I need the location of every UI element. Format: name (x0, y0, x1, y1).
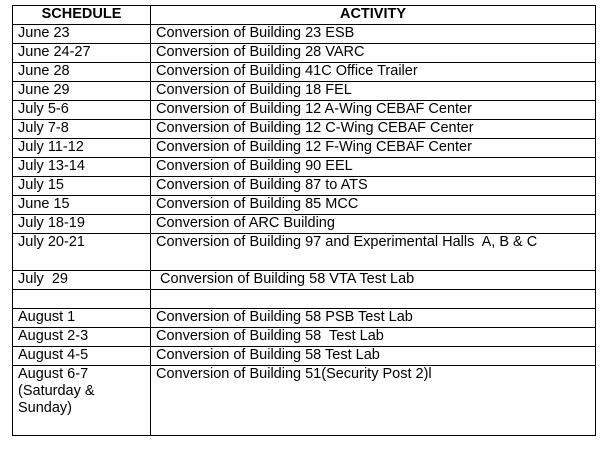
activity-header: ACTIVITY (151, 6, 596, 25)
activity-cell: Conversion of Building 18 FEL (151, 82, 596, 101)
activity-cell: Conversion of Building 58 Test Lab (151, 347, 596, 366)
schedule-cell: July 11-12 (13, 139, 151, 158)
table-row (13, 177, 596, 196)
activity-cell: Conversion of Building 23 ESB (151, 25, 596, 44)
activity-cell: Conversion of Building 12 C-Wing CEBAF Center (151, 120, 596, 139)
table-row (13, 82, 596, 101)
schedule-cell: June 24-27 (13, 44, 151, 63)
schedule-cell: August 2-3 (13, 328, 151, 347)
activity-cell: Conversion of Building 87 to ATS (151, 177, 596, 196)
table-row (13, 366, 596, 436)
activity-cell: Conversion of Building 97 and Experimental Halls A, B & C (151, 234, 596, 271)
table-row (13, 139, 596, 158)
schedule-cell: June 29 (13, 82, 151, 101)
schedule-table (12, 5, 596, 436)
schedule-cell: July 5-6 (13, 101, 151, 120)
schedule-cell: July 18-19 (13, 215, 151, 234)
activity-cell (151, 290, 596, 309)
table-row (13, 309, 596, 328)
activity-cell: Conversion of Building 58 PSB Test Lab (151, 309, 596, 328)
table-row (13, 101, 596, 120)
table-row (13, 158, 596, 177)
activity-cell: Conversion of Building 90 EEL (151, 158, 596, 177)
activity-cell: Conversion of Building 28 VARC (151, 44, 596, 63)
table-row-blank (13, 290, 596, 309)
schedule-cell: August 1 (13, 309, 151, 328)
table-row (13, 120, 596, 139)
table-row (13, 234, 596, 271)
activity-cell: Conversion of Building 58 VTA Test Lab (151, 271, 596, 290)
activity-cell: Conversion of ARC Building (151, 215, 596, 234)
schedule-cell (13, 290, 151, 309)
activity-cell: Conversion of Building 12 A-Wing CEBAF Center (151, 101, 596, 120)
header-row (13, 6, 596, 25)
activity-cell: Conversion of Building 12 F-Wing CEBAF Center (151, 139, 596, 158)
schedule-cell: June 23 (13, 25, 151, 44)
table-row (13, 271, 596, 290)
activity-cell: Conversion of Building 41C Office Trailer (151, 63, 596, 82)
table-row (13, 25, 596, 44)
table-row (13, 328, 596, 347)
schedule-cell: June 15 (13, 196, 151, 215)
activity-cell: Conversion of Building 51(Security Post 2)l (151, 366, 596, 436)
schedule-cell: July 29 (13, 271, 151, 290)
table-row (13, 215, 596, 234)
activity-cell: Conversion of Building 85 MCC (151, 196, 596, 215)
schedule-cell: July 20-21 (13, 234, 151, 271)
table-row (13, 63, 596, 82)
table-row (13, 196, 596, 215)
activity-cell: Conversion of Building 58 Test Lab (151, 328, 596, 347)
schedule-header: SCHEDULE (13, 6, 151, 25)
schedule-cell: August 4-5 (13, 347, 151, 366)
schedule-cell: July 13-14 (13, 158, 151, 177)
schedule-cell: July 7-8 (13, 120, 151, 139)
table-row (13, 347, 596, 366)
table-row (13, 44, 596, 63)
schedule-cell: June 28 (13, 63, 151, 82)
schedule-cell: August 6-7 (Saturday & Sunday) (13, 366, 151, 436)
schedule-cell: July 15 (13, 177, 151, 196)
